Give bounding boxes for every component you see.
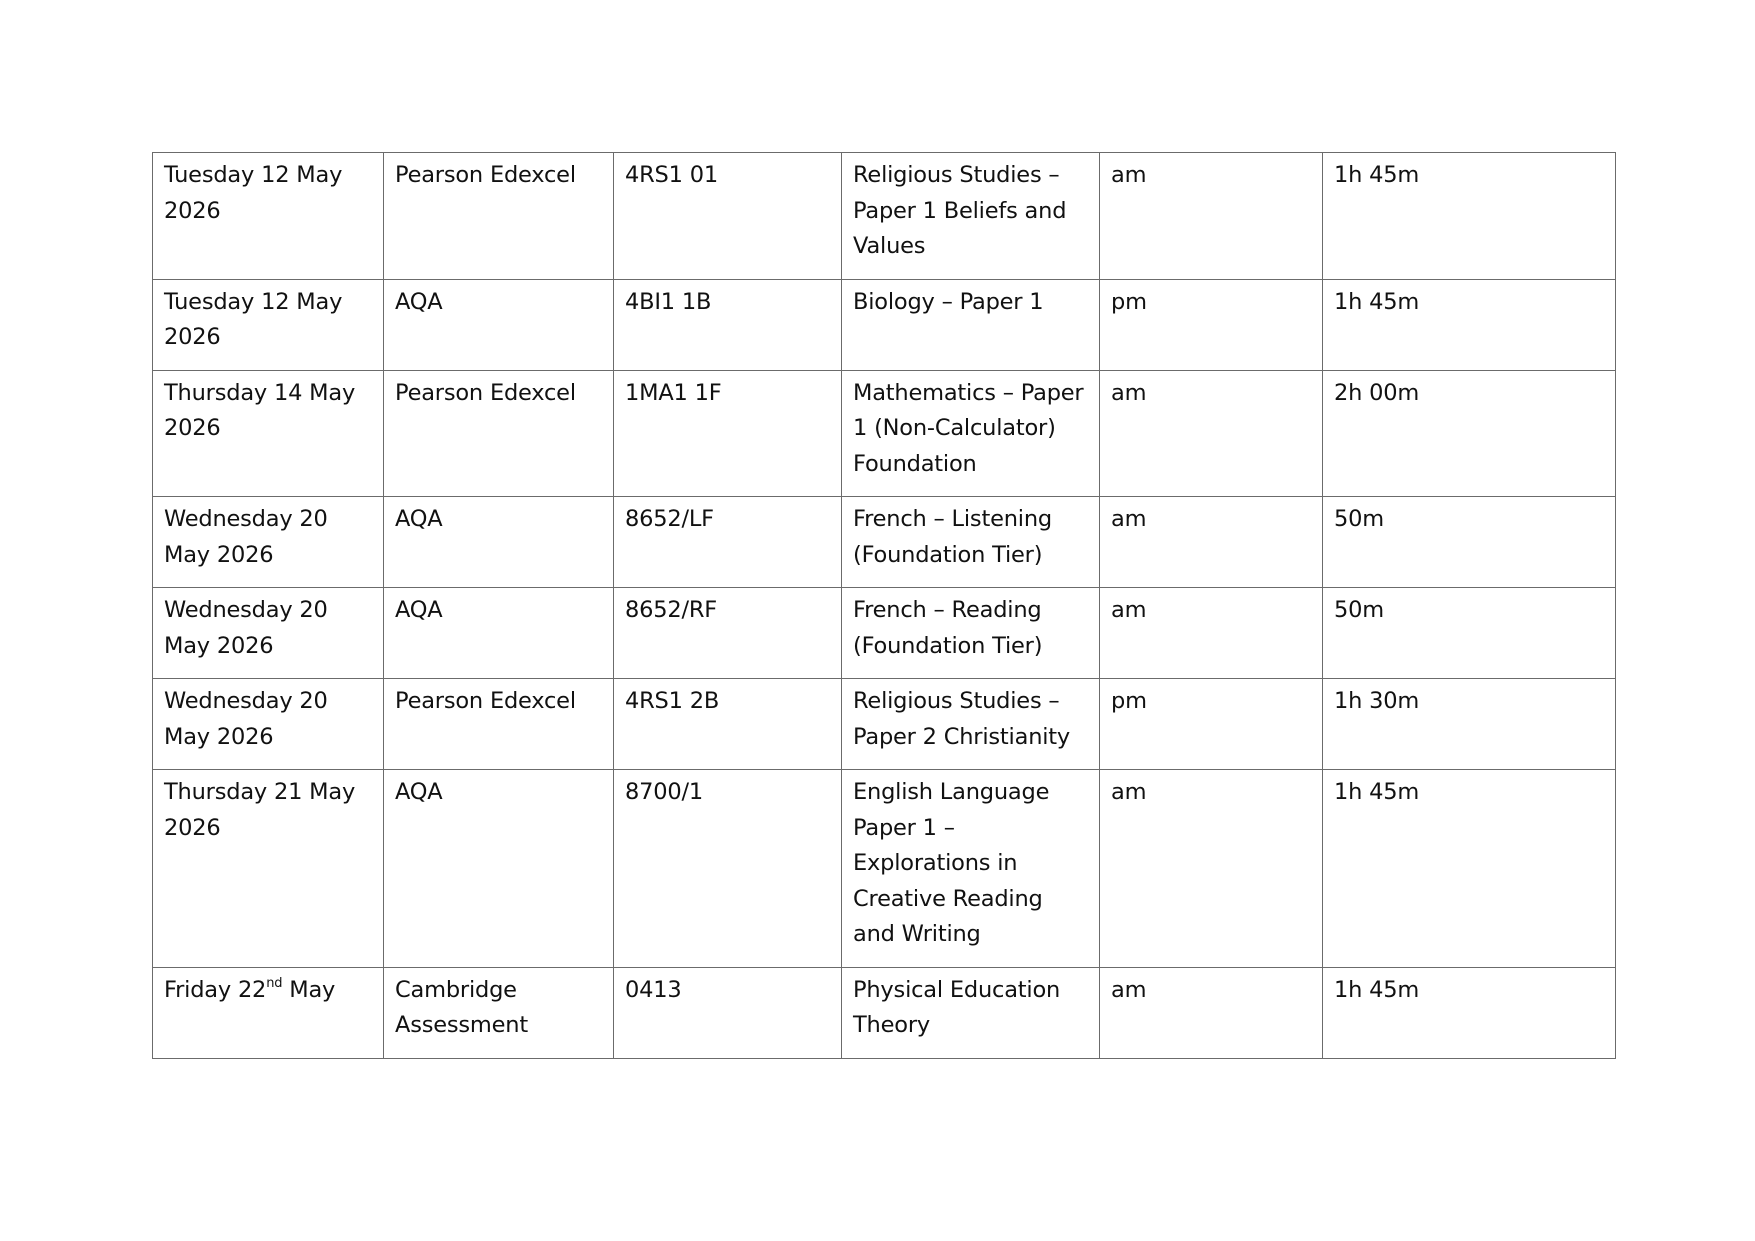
exam-board-cell: Pearson Edexcel	[384, 153, 614, 280]
paper-title-cell: Religious Studies – Paper 1 Beliefs and Values	[842, 153, 1100, 280]
paper-code-cell: 4RS1 01	[614, 153, 842, 280]
paper-code-cell: 8652/RF	[614, 588, 842, 679]
exam-board-cell: AQA	[384, 588, 614, 679]
exam-date-cell: Wednesday 20 May 2026	[153, 497, 384, 588]
duration-cell: 1h 30m	[1323, 679, 1616, 770]
session-cell: am	[1100, 370, 1323, 497]
exam-board-cell: Cambridge Assessment	[384, 967, 614, 1058]
paper-title-cell: French – Reading (Foundation Tier)	[842, 588, 1100, 679]
exam-date-cell: Thursday 21 May 2026	[153, 770, 384, 968]
session-cell: am	[1100, 153, 1323, 280]
exam-board-cell: Pearson Edexcel	[384, 370, 614, 497]
session-cell: am	[1100, 770, 1323, 968]
paper-code-cell: 8700/1	[614, 770, 842, 968]
session-cell: am	[1100, 497, 1323, 588]
exam-date-prefix: Friday 22	[164, 976, 267, 1003]
exam-date-cell: Thursday 14 May 2026	[153, 370, 384, 497]
paper-code-cell: 0413	[614, 967, 842, 1058]
paper-title-cell: Religious Studies – Paper 2 Christianity	[842, 679, 1100, 770]
exam-date-cell: Wednesday 20 May 2026	[153, 588, 384, 679]
paper-title-cell: French – Listening (Foundation Tier)	[842, 497, 1100, 588]
paper-code-cell: 1MA1 1F	[614, 370, 842, 497]
table-row	[153, 679, 1616, 770]
paper-title-cell: Biology – Paper 1	[842, 279, 1100, 370]
session-cell: am	[1100, 967, 1323, 1058]
exam-date-cell: Wednesday 20 May 2026	[153, 679, 384, 770]
exam-board-cell: Pearson Edexcel	[384, 679, 614, 770]
exam-date-cell: Tuesday 12 May 2026	[153, 279, 384, 370]
exam-board-cell: AQA	[384, 770, 614, 968]
table-row	[153, 279, 1616, 370]
duration-cell: 1h 45m	[1323, 967, 1616, 1058]
paper-code-cell: 8652/LF	[614, 497, 842, 588]
table-row	[153, 370, 1616, 497]
exam-date-suffix: May	[282, 976, 336, 1003]
duration-cell: 50m	[1323, 588, 1616, 679]
exam-schedule-table	[152, 152, 1616, 1059]
duration-cell: 2h 00m	[1323, 370, 1616, 497]
paper-code-cell: 4RS1 2B	[614, 679, 842, 770]
table-row	[153, 497, 1616, 588]
table-row	[153, 153, 1616, 280]
session-cell: am	[1100, 588, 1323, 679]
paper-title-cell: Physical Education Theory	[842, 967, 1100, 1058]
exam-board-cell: AQA	[384, 279, 614, 370]
exam-date-cell: Tuesday 12 May 2026	[153, 153, 384, 280]
session-cell: pm	[1100, 279, 1323, 370]
duration-cell: 1h 45m	[1323, 279, 1616, 370]
duration-cell: 1h 45m	[1323, 770, 1616, 968]
table-row	[153, 770, 1616, 968]
session-cell: pm	[1100, 679, 1323, 770]
exam-board-cell: AQA	[384, 497, 614, 588]
paper-code-cell: 4BI1 1B	[614, 279, 842, 370]
table-row	[153, 588, 1616, 679]
exam-date-cell	[153, 967, 384, 1058]
paper-title-cell: English Language Paper 1 – Explorations in Creative Reading and Writing	[842, 770, 1100, 968]
table-row	[153, 967, 1616, 1058]
duration-cell: 1h 45m	[1323, 153, 1616, 280]
duration-cell: 50m	[1323, 497, 1616, 588]
paper-title-cell: Mathematics – Paper 1 (Non-Calculator) Foundation	[842, 370, 1100, 497]
exam-date-ordinal: nd	[266, 976, 283, 991]
